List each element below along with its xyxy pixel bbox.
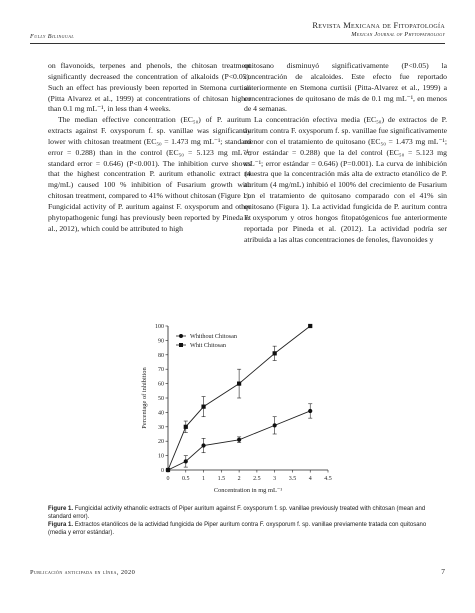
y-tick-label: 30 — [158, 424, 164, 431]
x-tick-label: 2 — [237, 476, 241, 482]
x-tick-label: 4 — [308, 476, 312, 482]
caption-text: Fungicidal activity ethanolic extracts of Piper auritum against F. oxysporum f. sp. vanillae previously treated with chitosan (mean and standard error). — [48, 506, 426, 520]
y-tick-label: 20 — [158, 439, 164, 446]
y-axis-label: Percentage of inhibition — [141, 367, 148, 429]
y-tick-label: 50 — [158, 396, 164, 402]
y-tick-label: 80 — [158, 352, 164, 359]
x-axis-label: Concentration in mg mL⁻¹ — [213, 487, 283, 494]
journal-title-en: Mexican Journal of Phytopathology — [351, 31, 445, 38]
data-point — [184, 459, 188, 463]
x-tick-label: 0 — [166, 476, 170, 482]
caption-es — [48, 521, 438, 537]
footer-note: Publicación anticipada en línea, 2020 — [30, 569, 136, 576]
y-tick-label: 0 — [161, 468, 164, 474]
data-point — [184, 425, 188, 429]
paragraph: on flavonoids, terpenes and phenols, the chitosan treatment significantly decreased the concentration of alkaloids (P<0.05). Such an effect has previously been reported in Stemona curtisii (Pitta Alvarez et al., 1999) at concentrations of chitosan higher than 0.1 mg mL⁻¹, in less than 4 weeks. — [48, 61, 251, 114]
y-tick-label: 90 — [158, 338, 164, 345]
legend-label: Whithout Chitosan — [190, 333, 237, 340]
data-point — [201, 405, 205, 409]
data-point — [308, 409, 312, 413]
x-tick-label: 0.5 — [182, 476, 190, 482]
figure-1 — [110, 320, 360, 500]
x-tick-label: 3 — [273, 476, 277, 482]
running-author: Fully Bilingual — [30, 33, 75, 40]
caption-label: Figure 1. — [48, 506, 74, 512]
page-number: 7 — [441, 567, 445, 576]
legend-label: Whit Chitosan — [190, 342, 226, 349]
legend-marker — [179, 343, 183, 347]
data-point — [308, 324, 312, 328]
paragraph: quitosano disminuyó significativamente (P<0.05) la concentración de alcaloides. Este efecto fue reportado anteriormente en Stemona curtisii (Pitta-Alvarez et al., 1999) a concentraciones de quitosano de más de 0.1 mg mL⁻¹, en menos de 4 semanas. — [244, 61, 447, 114]
legend-marker — [179, 334, 183, 338]
journal-header — [312, 21, 445, 39]
journal-title-es: Revista Mexicana de Fitopatología — [312, 21, 445, 30]
inhibition-chart — [110, 320, 360, 500]
caption-text: Extractos etanólicos de la actividad fungicida de Piper auritum contra F. oxysporum f. sp. vanillae previamente tratada con quitosano (media y error estándar). — [48, 522, 427, 536]
spanish-column — [244, 61, 447, 245]
x-tick-label: 2.5 — [253, 476, 261, 482]
paragraph: La concentración efectiva media (EC₅₀) de extractos de P. auritum contra F. oxysporum f. sp. vanillae fue significativamente menor con el tratamiento de quitosano (EC₅₀ = 1.473 mg mL⁻¹; error estándar = 0.288) que la del control (EC₅₀ = 5.123 mg mL⁻¹; error estándar = 0.646) (P=0.001). La curva de inhibición muestra que la concentración más alta de extracto etanólico de P. auritum (4 mg/mL) inhibió el 100% del crecimiento de Fusarium con el tratamiento de quitosano comparado con el 41% sin quitosano (Figura 1). La actividad fungicida de P. auritum contra F. oxysporum y otros hongos fitopatógenicos fue anteriormente reportada por Pineda et al. (2012). La actividad podría ser atribuida a las altas concentraciones de fenoles, flavonoides y — [244, 115, 447, 244]
y-tick-label: 70 — [158, 367, 164, 374]
x-tick-label: 1 — [202, 476, 206, 482]
y-tick-label: 10 — [158, 453, 164, 460]
y-tick-label: 60 — [158, 381, 164, 388]
x-tick-label: 1.5 — [217, 476, 226, 482]
caption-label: Figura 1. — [48, 522, 74, 528]
x-tick-label: 4.5 — [324, 476, 332, 482]
data-point — [201, 443, 205, 447]
x-tick-label: 3.5 — [288, 476, 297, 482]
y-tick-label: 100 — [155, 324, 164, 330]
caption-en — [48, 505, 438, 521]
english-column — [48, 61, 251, 235]
data-point — [273, 351, 277, 355]
paragraph: The median effective concentration (EC₅₀) of P. auritum extracts against F. oxysporum f. sp. vanillae was significantly lower with chitosan treatment (EC₅₀ = 1.473 mg mL⁻¹; standard error = 0.288) than in the control (EC₅₀ = 5.123 mg mL⁻¹; standard error = 0.646) (P<0.001). The inhibition curve shows that the highest concentration P. auritum ethanolic extract (4 mg/mL) caused 100 % inhibition of Fusarium growth with chitosan treatment, compared to 41% without chitosan (Figure 1). Fungicidal activity of P. auritum against F. oxysporum and other phytopathogenic fungi has previously been reported by Pineda et al., 2012), which could be attributed to high — [48, 115, 251, 233]
data-point — [237, 382, 241, 386]
data-point — [273, 423, 277, 427]
data-point — [237, 438, 241, 442]
y-tick-label: 40 — [158, 410, 164, 417]
header-rule — [30, 43, 445, 44]
data-point — [166, 468, 170, 472]
